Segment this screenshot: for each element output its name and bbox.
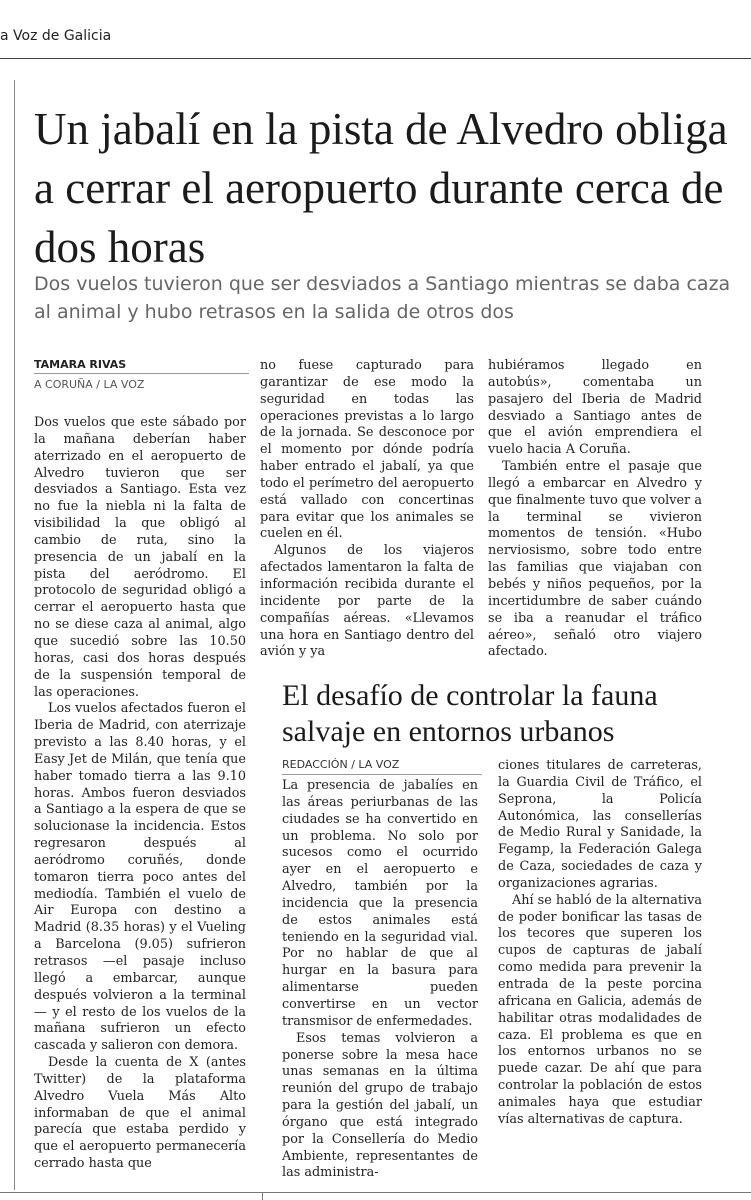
article-paragraph: no fuese capturado para garantizar de ese modo la seguridad en todas las operaciones previstas a lo largo de la jornada. Se desconoce por el momento por dónde podría haber entrado el jabalí, ya que todo el perímetro del aeropuerto está vallado con concertinas para evitar que los animales se cuelen en él. — [260, 358, 474, 542]
article-column-1 — [34, 415, 246, 1173]
sidebar-headline: El desafío de controlar la fauna salvaje en entornos urbanos — [282, 679, 658, 748]
article-paragraph: Desde la cuenta de X (antes Twitter) de la plataforma Alvedro Vuela Más Alto informaban de que el animal parecía que estaba perdido y que el aeropuerto permanecería cerrado hasta que — [34, 1055, 246, 1172]
article-paragraph: Los vuelos afectados fueron el Iberia de Madrid, con aterrizaje previsto a las 8.40 horas, y el Easy Jet de Milán, que tenía que haber tomado tierra a las 9.10 horas. Ambos fueron desviados a Santiago a la espera de que se solucionase la incidencia. Estos regresaron después al aeródromo coruñés, donde tomaron tierra poco antes del mediodía. También el vuelo de Air Europa con destino a Madrid (8.35 horas) y el Vueling a Barcelona (9.05) sufrieron retrasos —el pasaje incluso llegó a embarcar, aunque después volvieron a la terminal— y el resto de los vuelos de la mañana sufrieron un efecto cascada y salieron con demora. — [34, 701, 246, 1054]
sidebar-paragraph: Ahí se habló de la alternativa de poder bonificar las tasas de los tecores que superen los cupos de capturas de jabalí como medida para prevenir la entrada de la peste porcina africana en Galicia, además de habilitar otras modalidades de caza. El problema es que en los entornos urbanos no se puede cazar. De ahí que para controlar la población de estos animales haya que estudiar vías alternativas de captura. — [498, 892, 702, 1127]
top-rule — [0, 58, 751, 59]
article-column-3 — [488, 358, 702, 661]
bottom-tick — [262, 1192, 263, 1200]
sidebar-column-1 — [282, 778, 478, 1182]
article-paragraph: Algunos de los viajeros afectados lamentaron la falta de información recibida durante el incidente por parte de la compañías aéreas. «Llevamos una hora en Santiago dentro del avión y ya — [260, 543, 474, 660]
article-paragraph: También entre el pasaje que llegó a embarcar en Alvedro y que finalmente tuvo que volver a la terminal se vivieron momentos de tensión. «Hubo nerviosismo, sobre todo entre las familias que viajaban con bebés y niños pequeños, por la incertidumbre de saber cuándo se iba a reanudar el tráfico aéreo», señaló otro viajero afectado. — [488, 459, 702, 660]
byline-place: A CORUÑA / LA VOZ — [34, 378, 145, 391]
article-byline — [34, 358, 249, 391]
sidebar-paragraph: Esos temas volvieron a ponerse sobre la mesa hace unas semanas en la última reunión del grupo de trabajo para la gestión del jabalí, un órgano que está integrado por la Consellería do Medio Ambiente, representantes de las administra- — [282, 1030, 478, 1181]
newspaper-masthead: a Voz de Galicia — [0, 28, 112, 44]
article-headline: Un jabalí en la pista de Alvedro obliga a cerrar el aeropuerto durante cerca de dos horas — [34, 104, 728, 272]
article-column-2 — [260, 358, 474, 661]
sidebar-paragraph: ciones titulares de carreteras, la Guardia Civil de Tráfico, el Seprona, la Policía Autonómica, las consellerías de Medio Rural y Sanidade, la Fegamp, la Federación Galega de Caza, sociedades de caza y organizaciones agrarias. — [498, 758, 702, 891]
bottom-rule — [0, 1192, 751, 1193]
sidebar-byline: REDACCIÓN / LA VOZ — [282, 758, 482, 775]
article-paragraph: hubiéramos llegado en autobús», comentaba un pasajero del Iberia de Madrid desviado a Santiago antes de que el avión emprendiera el vuelo hacia A Coruña. — [488, 358, 702, 458]
sidebar-column-2 — [498, 758, 702, 1129]
author-name: TAMARA RIVAS — [34, 358, 249, 374]
article-paragraph: Dos vuelos que este sábado por la mañana deberían haber aterrizado en el aeropuerto de Alvedro tuvieron que ser desviados a Santiago. Esta vez no fue la niebla ni la falta de visibilidad la que obligó al cambio de ruta, sino la presencia de un jabalí en la pista del aeródromo. El protocolo de seguridad obligó a cerrar el aeropuerto hasta que no se diese caza al animal, algo que sucedió sobre las 10.50 horas, casi dos horas después de la suspensión temporal de las operaciones. — [34, 415, 246, 700]
sidebar-paragraph: La presencia de jabalíes en las áreas periurbanas de las ciudades se ha convertido en un problema. No solo por sucesos como el ocurrido ayer en el aeropuerto e Alvedro, también por la incidencia que la presencia de estos animales está teniendo en la seguridad vial. Por no hablar de que al hurgar en la basura para alimentarse pueden convertirse en un vector transmisor de enfermedades. — [282, 778, 478, 1029]
left-column-rule — [14, 80, 15, 1190]
article-subheadline: Dos vuelos tuvieron que ser desviados a Santiago mientras se daba caza al animal y hubo retrasos en la salida de otros dos — [34, 273, 731, 323]
